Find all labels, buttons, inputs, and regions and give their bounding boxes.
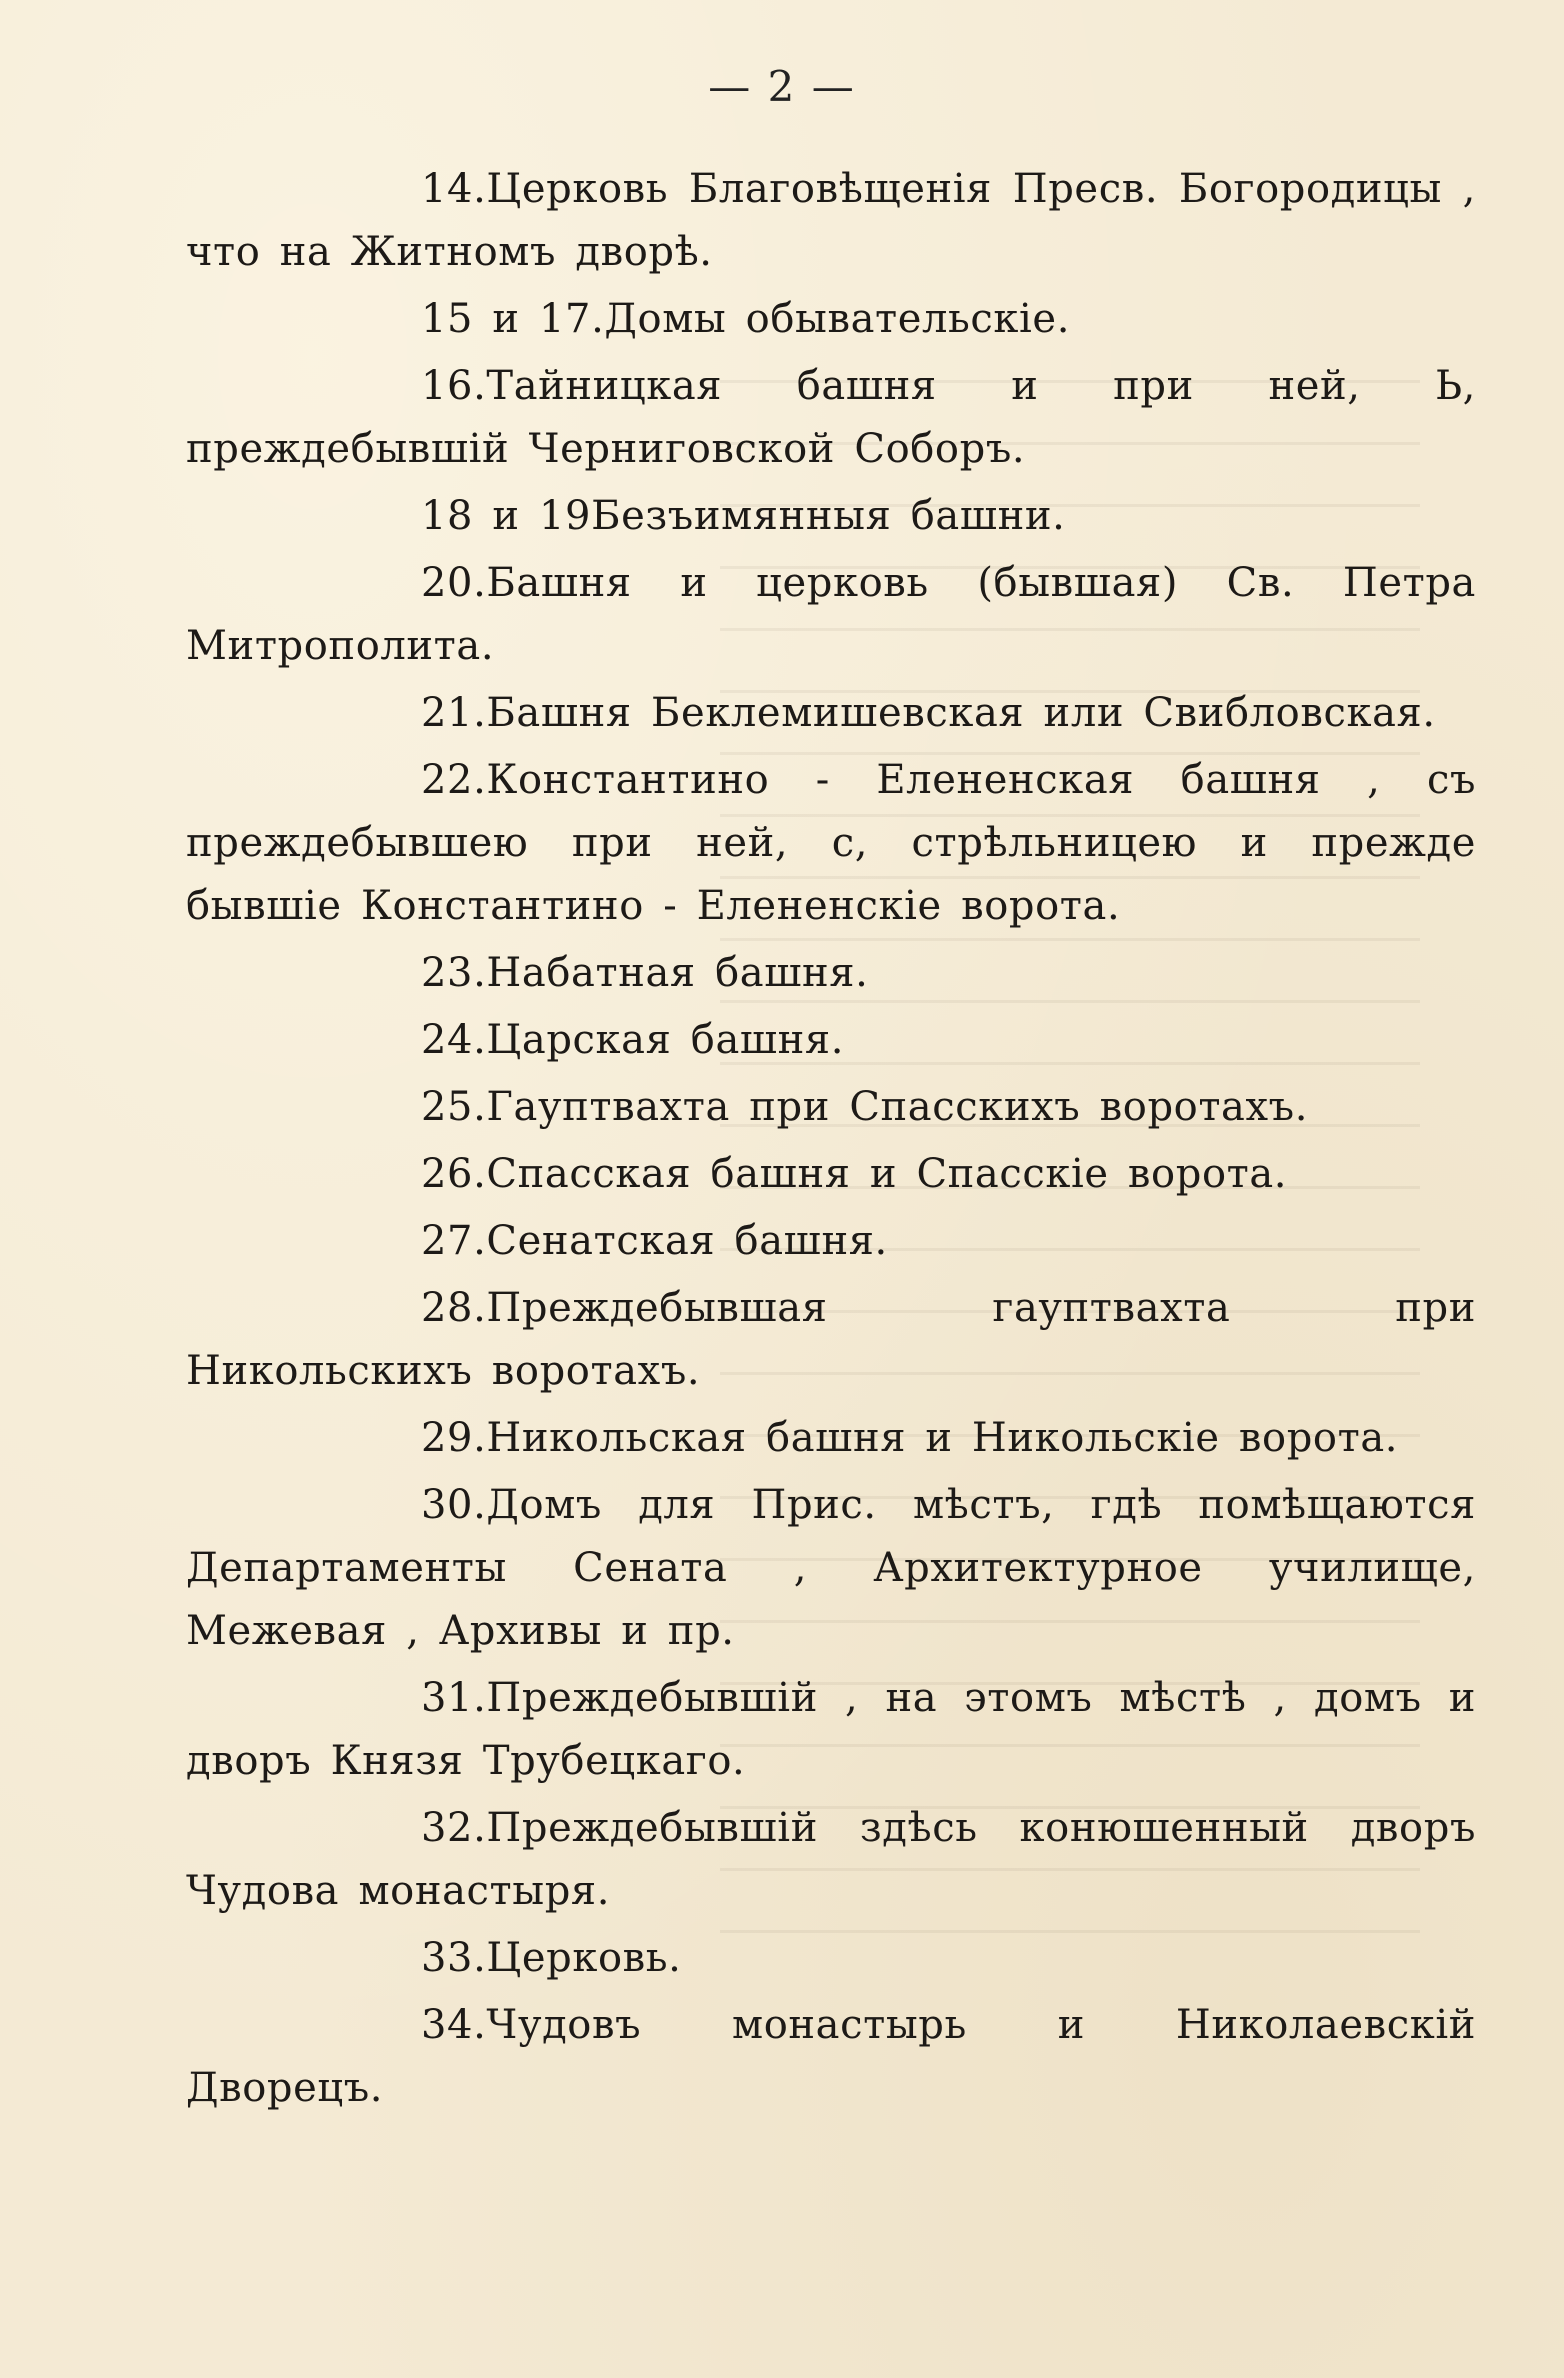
entry-text: Набатная башня. [486, 950, 869, 996]
entry-number: 34. [421, 2002, 487, 2048]
entry-text: Преждебывшій , на этомъ мѣстѣ , домъ и дворъ Князя Трубецкаго. [186, 1675, 1476, 1784]
entry-text: Преждебывшая гауптвахта при Никольскихъ воротахъ. [186, 1285, 1476, 1394]
entry-number: 28. [421, 1285, 487, 1331]
entry-number: 27. [421, 1218, 487, 1264]
entry-text: Башня и церковь (бывшая) Св. Петра Митрополита. [186, 560, 1476, 669]
list-item [186, 1797, 1476, 1923]
entry-number: 16. [421, 363, 487, 409]
entry-text: Церковь Благовѣщенія Пресв. Богородицы , что на Житномъ дворѣ. [186, 166, 1476, 275]
list-item [186, 1407, 1476, 1470]
entry-number: 29. [421, 1415, 487, 1461]
entry-number: 14. [421, 166, 487, 212]
list-item [186, 1667, 1476, 1793]
entry-number: 21. [421, 690, 487, 736]
list-item [186, 485, 1476, 548]
entry-number: 23. [421, 950, 487, 996]
entry-text: Домы обывательскіе. [604, 296, 1071, 342]
entry-text: Башня Беклемишевская или Свибловская. [486, 690, 1436, 736]
entry-text: Домъ для Прис. мѣстъ, гдѣ помѣщаются Департаменты Сената , Архитектурное училище, Межевая , Архивы и пр. [186, 1482, 1476, 1654]
list-item [186, 1927, 1476, 1990]
list-item [186, 1076, 1476, 1139]
list-item [186, 158, 1476, 284]
entry-text: Гауптвахта при Спасскихъ воротахъ. [486, 1084, 1309, 1130]
entry-number: 33. [421, 1935, 487, 1981]
entry-text: Церковь. [486, 1935, 682, 1981]
list-item [186, 749, 1476, 938]
entry-number: 25. [421, 1084, 487, 1130]
list-item [186, 1474, 1476, 1663]
list-item [186, 1277, 1476, 1403]
entry-text: Царская башня. [486, 1017, 845, 1063]
entry-number: 32. [421, 1805, 487, 1851]
list-item [186, 1009, 1476, 1072]
entry-text: Никольская башня и Никольскіе ворота. [486, 1415, 1399, 1461]
entry-text: Спасская башня и Спасскіе ворота. [486, 1151, 1288, 1197]
list-item [186, 1994, 1476, 2120]
entry-text: Сенатская башня. [486, 1218, 888, 1264]
entry-list [186, 158, 1476, 2124]
list-item [186, 942, 1476, 1005]
entry-number: 20. [421, 560, 487, 606]
entry-number: 26. [421, 1151, 487, 1197]
list-item [186, 355, 1476, 481]
entry-text: Безъимянныя башни. [591, 493, 1066, 539]
entry-number: 31. [421, 1675, 487, 1721]
entry-number: 22. [421, 757, 487, 803]
list-item [186, 1143, 1476, 1206]
entry-number: 18 и 19 [421, 493, 592, 539]
list-item [186, 1210, 1476, 1273]
entry-text: Тайницкая башня и при ней, Ь, преждебывшій Черниговской Соборъ. [186, 363, 1476, 472]
entry-text: Константино - Елененская башня , съ преждебывшею при ней, с, стрѣльницею и прежде бывшіе Константино - Елененскіе ворота. [186, 757, 1476, 929]
list-item [186, 552, 1476, 678]
page-number: — 2 — [708, 62, 856, 111]
entry-number: 15 и 17. [421, 296, 605, 342]
entry-number: 30. [421, 1482, 487, 1528]
list-item [186, 288, 1476, 351]
entry-text: Чудовъ монастырь и Николаевскій Дворецъ. [186, 2002, 1476, 2111]
list-item [186, 682, 1476, 745]
entry-number: 24. [421, 1017, 487, 1063]
entry-text: Преждебывшій здѣсь конюшенный дворъ Чудова монастыря. [186, 1805, 1476, 1914]
